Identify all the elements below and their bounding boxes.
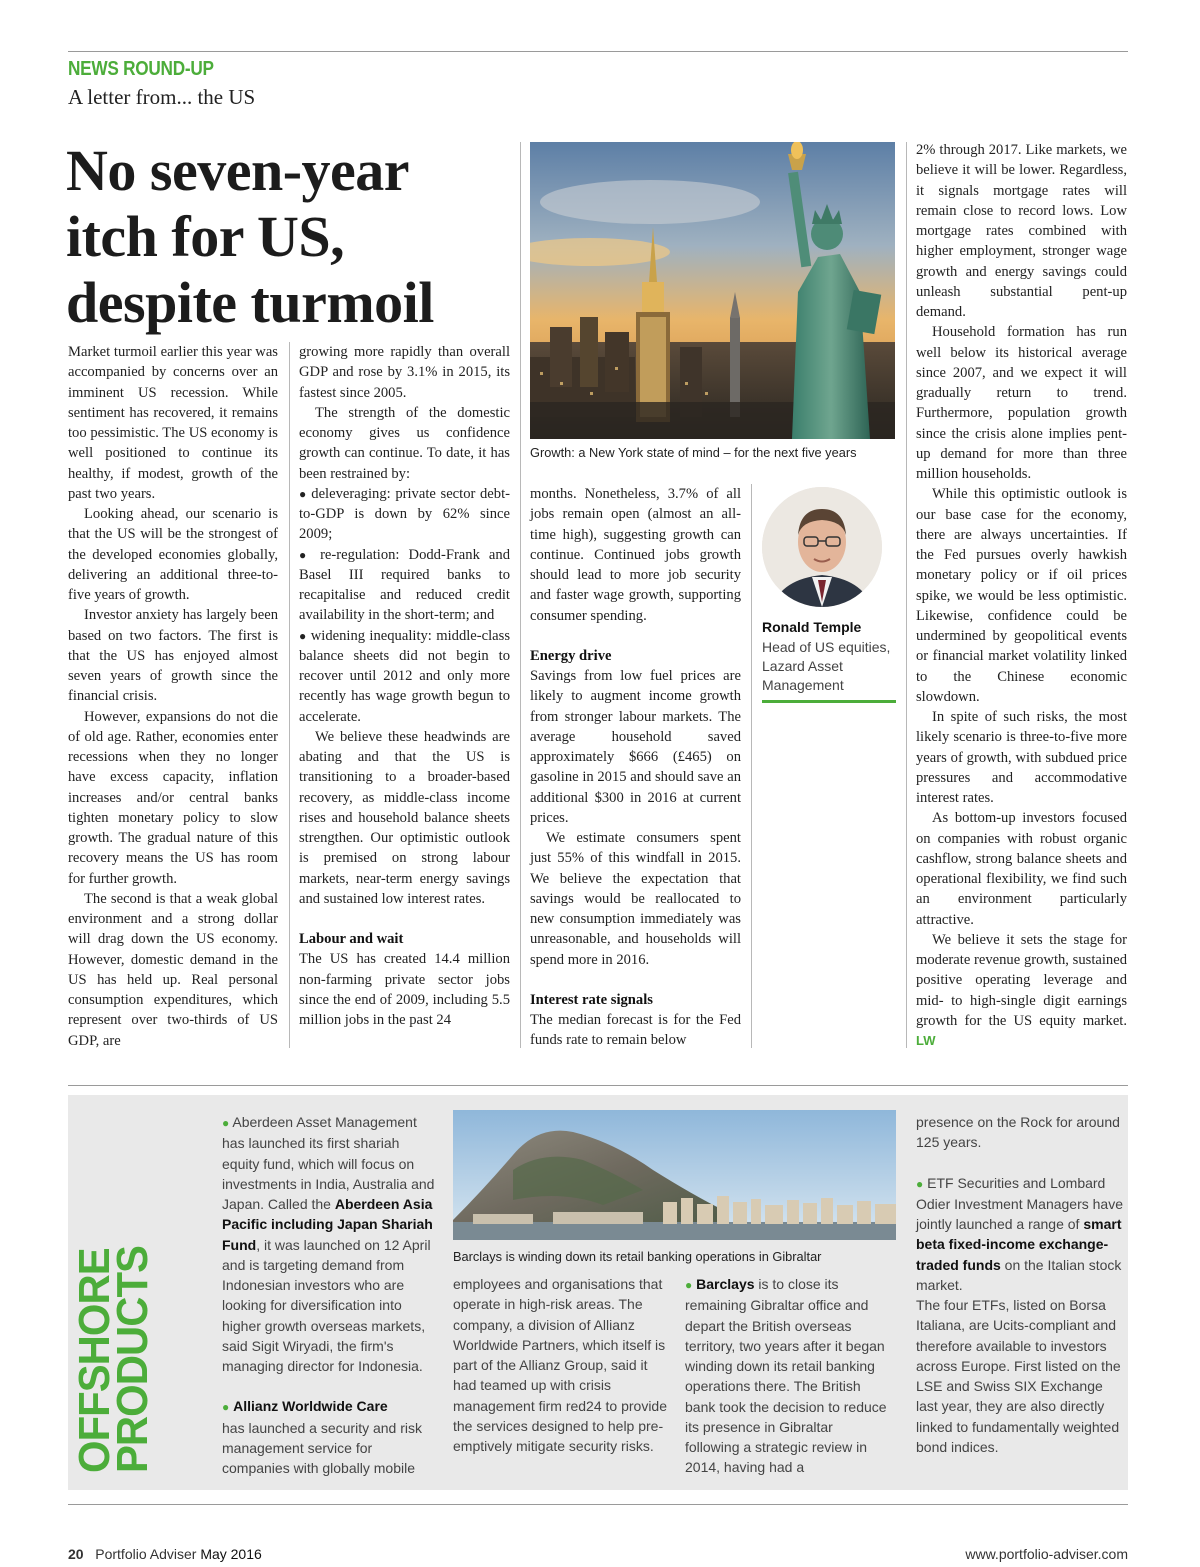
paragraph: In spite of such risks, the most likely scenario is three-to-five more years of growth, with subdued price pressures and accommodative interest rates. [916,709,1127,806]
paragraph: The median forecast is for the Fed funds rate to remain below [530,1012,741,1049]
bullet-dot-icon: ● [222,1400,230,1415]
bullet-item: ● re-regulation: Dodd-Frank and Basel III required banks to recapitalise and reduced credit availability in the short-term; and [299,545,510,626]
bullet-item: ● widening inequality: middle-class balance sheets did not begin to recover until 2012 and only more recently has wage growth begun to accelerate. [299,626,510,727]
paragraph: The strength of the domestic economy gives us confidence growth can continue. To date, it has been restrained by: [299,404,510,482]
offshore-label-line2: PRODUCTS [108,1246,157,1473]
paragraph: We estimate consumers spent just 55% of this windfall in 2015. We believe the expectation that savings would be reallocated to new consumption immediately was unreasonable, and households will spend more in 2016. [530,830,741,968]
bullet-dot-icon: ● [222,1116,230,1130]
paragraph: As bottom-up investors focused on companies with robust organic cashflow, strong balance sheets and operational flexibility, we find such an environment particularly attractive. [916,810,1127,928]
closing-text: We believe it sets the stage for moderate revenue growth, sustained positive operating leverage and mid- to high-single digit earnings growth for the US equity market. [916,931,1127,1029]
paragraph: The US has created 14.4 million non-farming private sector jobs since the end of 2009, including 5.5 million jobs in the past 24 [299,951,510,1028]
bullet-dot-icon: ● [685,1278,693,1292]
offshore-column-1 [222,1112,437,1478]
news-item-etf: ● ETF Securities and Lombard Odier Investment Managers have jointly launched a range of smart beta fixed-income exchange-traded funds on the Italian stock market. [916,1174,1123,1293]
author-name: Ronald Temple [762,619,862,635]
section-rule [68,1085,1128,1086]
column-divider [520,142,521,1048]
issue-date: May 2016 [200,1546,262,1562]
product-name: smart beta fixed-income exchange-traded funds [916,1216,1122,1273]
paragraph: Household formation has run well below its historical average since 2007, and we expect it will gradually return to trend. Furthermore, population growth since the crisis alone implies pent-up demand for more than three million households. [916,324,1127,482]
fund-name: Aberdeen Asia Pacific including Japan Shariah Fund [222,1196,433,1253]
article-headline: No seven-year itch for US, despite turmoil [66,138,434,335]
offshore-label-line1: OFFSHORE [70,1248,119,1473]
paragraph: Investor anxiety has largely been based on two factors. The first is that the US has enjoyed almost seven years of growth since the financial crisis. [68,607,278,705]
paragraph: The second is that a weak global environment and a strong dollar will drag down the US economy. However, domestic demand in the US has held up. Real personal consumption expenditures, which represent over two-thirds of US GDP, are [68,890,278,1049]
news-item-barclays-cont: presence on the Rock for around 125 years. [916,1114,1120,1151]
news-item-allianz-cont: employees and organisations that operate in high-risk areas. The company, a division of Allianz Worldwide Partners, which itself is part of the Allianz Group, said it had teamed up with crisis management firm red24 to provide the services designed to help pre-emptively mitigate security risks. [453,1276,667,1454]
news-item-allianz: ● Allianz Worldwide Care has launched a security and risk management service for companies with globally mobile [222,1398,422,1476]
photo-caption: Growth: a New York state of mind – for the next five years [530,445,857,460]
news-item-aberdeen: ● Aberdeen Asset Management has launched its first shariah equity fund, which will focus on investments in India, Australia and Japan. Called the Aberdeen Asia Pacific including Japan Shariah Fund, it was launched on 12 April and is targeting demand from Indonesian investors who are looking for diversification into higher growth overseas markets, said Sigit Wiryadi, the firm's managing director for Indonesia. [222,1114,435,1374]
new-york-photo [530,142,895,439]
offshore-column-3 [685,1274,890,1478]
top-rule [68,51,1128,52]
paragraph: Looking ahead, our scenario is that the US will be the strongest of the developed economies globally, delivering an additional three-to-five years of growth. [68,506,278,603]
company-name: Barclays [696,1276,755,1292]
news-item-barclays: ● Barclays is to close its remaining Gibraltar office and depart the British overseas territory, two years after it began winding down its retail banking operations there. The British bank took the decision to reduce its presence in Gibraltar following a strategic review in 2014, having had a [685,1276,887,1476]
paragraph: However, expansions do not die of old age. Rather, economies enter recessions when they no longer have excess capacity, inflation increases and/or central banks tighten monetary policy to slow growth. The gradual nature of this recovery means the US has room for further growth. [68,708,278,887]
bullet-dot-icon: ● [916,1176,924,1191]
article-column-1 [68,342,278,1051]
offshore-column-2 [453,1274,668,1456]
article-column-4 [916,140,1127,1051]
article-column-3 [530,484,741,1051]
paragraph: While this optimistic outlook is our base case for the economy, there are always uncertainties. If the Fed pursues overly hawkish monetary policy or if oil prices spike, we would be less optimistic. Likewise, confidence could be undermined by geopolitical events or financial market volatility linked to the Chinese economic slowdown. [916,486,1127,705]
author-signoff: LW [916,1033,936,1048]
section-tag: NEWS ROUND-UP [68,58,214,80]
paragraph: We believe these headwinds are abating and that the US is transitioning to a broader-based recovery, as middle-class income rises and household balance sheets strengthen. Our optimistic outlook is premised on strong labour markets, near-term energy savings and sustained low interest rates. [299,728,510,907]
column-divider [289,342,290,1048]
footer-left [68,1546,262,1562]
section-subtitle: A letter from... the US [68,85,256,109]
author-underline [762,700,896,703]
paragraph: 2% through 2017. Like markets, we believe it will be lower. Regardless, it signals mortgage rates will remain close to record lows. Low mortgage rates combined with higher employment, stronger wage growth and energy savings could unleash substantial pent-up demand. [916,142,1127,320]
offshore-column-4 [916,1112,1126,1457]
author-photo [762,487,882,607]
gibraltar-photo [453,1110,896,1240]
subheading: Energy drive [530,647,612,664]
paragraph: growing more rapidly than overall GDP and rose by 3.1% in 2015, its fastest since 2005. [299,344,510,401]
article-column-2 [299,342,510,1030]
subheading: Labour and wait [299,931,404,947]
subheading: Interest rate signals [530,991,653,1008]
footer-url[interactable]: www.portfolio-adviser.com [965,1546,1128,1562]
column-divider [751,484,752,1048]
news-item-etf-detail: The four ETFs, listed on Borsa Italiana, are Ucits-compliant and therefore available to investors across Europe. First listed on the LSE and Swiss SIX Exchange last year, they are also directly linked to fundamentally weighted bond indices. [916,1297,1121,1455]
author-title: Head of US equities, Lazard Asset Management [762,639,891,693]
page-number: 20 [68,1546,84,1562]
gibraltar-caption: Barclays is winding down its retail banking operations in Gibraltar [453,1249,822,1264]
paragraph: months. Nonetheless, 3.7% of all jobs remain open (almost an all-time high), suggesting growth can continue. Continued jobs growth should lead to more job security and faster wage growth, supporting consumer spending. [530,486,741,624]
offshore-label [70,1246,176,1473]
bullet-item: ● deleveraging: private sector debt-to-GDP is down by 62% since 2009; [299,484,510,545]
paragraph [916,930,1127,1052]
publication-name: Portfolio Adviser [95,1546,197,1562]
paragraph: Market turmoil earlier this year was accompanied by concerns over an imminent US recession. While sentiment has recovered, it remains too pessimistic. The US economy is well positioned to continue its healthy, if modest, growth of the past two years. [68,344,278,502]
paragraph: Savings from low fuel prices are likely to augment income growth from stronger labour markets. The average household saved approximately $666 (£465) on gasoline in 2015 and should save an additional $300 in 2016 at current prices. [530,668,741,826]
footer-rule [68,1504,1128,1505]
company-name: Allianz Worldwide Care [233,1398,388,1415]
column-divider [906,142,907,1048]
